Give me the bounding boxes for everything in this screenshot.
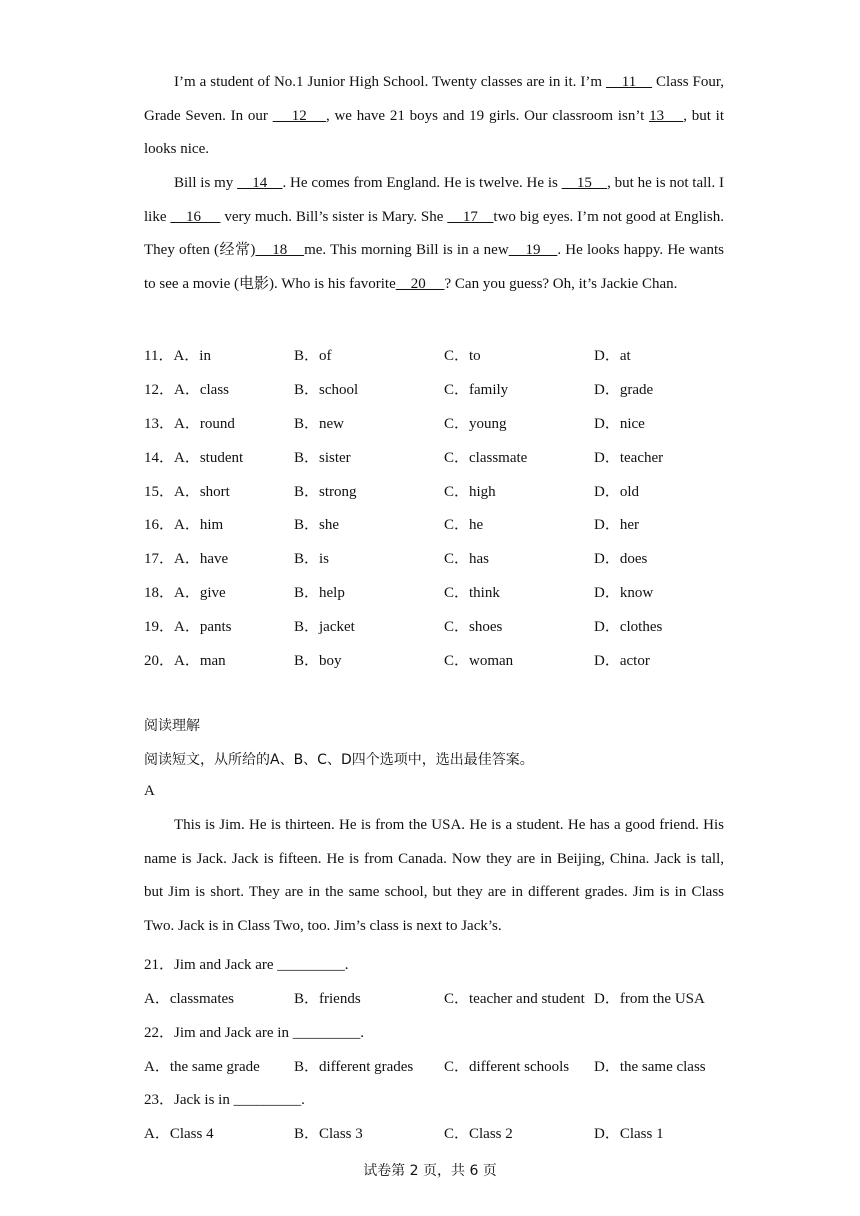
option-a[interactable]: 17．A．have <box>144 551 229 567</box>
question-22-stem: 22．Jim and Jack are in _________. <box>144 1025 364 1041</box>
text: . He looks happy. He wants to see a movie (电影). Who is his favorite <box>144 242 725 293</box>
option-c[interactable]: C．family <box>444 382 509 398</box>
passage-text: This is Jim. He is thirteen. He is from the USA. He is a student. He has a good friend. His name is Jack. Jack is fifteen. He is from Canada. Now they are in Beijing, China. Jack is tall, but Jim is short. They are in the same school, but they are in different grades. Jim is in Class Two. Jack is in Class Two, too. Jim’s class is next to Jack’s. <box>144 817 724 935</box>
text: ? Can you guess? Oh, it’s Jackie Chan. <box>444 276 678 293</box>
option-a[interactable]: 15．A．short <box>144 484 230 500</box>
option-d[interactable]: D．her <box>594 517 639 533</box>
question-row-12 <box>144 378 744 402</box>
cloze-paragraph-1 <box>144 66 724 167</box>
option-c[interactable]: C．woman <box>444 653 514 669</box>
text: I’m a student of No.1 Junior High School. Twenty classes are in it. I’m <box>174 74 606 90</box>
option-d[interactable]: D．grade <box>594 382 654 398</box>
question-23-stem: 23．Jack is in _________. <box>144 1092 305 1108</box>
option-b[interactable]: B．of <box>294 348 332 364</box>
option-d[interactable]: D．from the USA <box>594 991 705 1007</box>
blank-20: 20 <box>395 276 445 293</box>
option-c[interactable]: C．different schools <box>444 1059 570 1075</box>
blank-11: 11 <box>605 74 653 90</box>
passage-label: A <box>144 783 155 799</box>
question-row-19 <box>144 615 744 639</box>
option-c[interactable]: C．shoes <box>444 619 503 635</box>
blank-18: 18 <box>255 242 305 259</box>
option-b[interactable]: B．jacket <box>294 619 355 635</box>
option-c[interactable]: C．think <box>444 585 500 601</box>
option-a[interactable]: A．the same grade <box>144 1059 260 1075</box>
text: Bill is my <box>174 175 238 191</box>
option-d[interactable]: D．Class 1 <box>594 1126 664 1142</box>
question-row-18 <box>144 581 744 605</box>
option-a[interactable]: 11．A．in <box>144 348 211 364</box>
text: very much. Bill’s sister is Mary. She <box>220 208 448 225</box>
reading-passage <box>144 809 724 944</box>
page-footer: 试卷第 2 页，共 6 页 <box>363 1163 497 1179</box>
question-21-options <box>144 987 744 1011</box>
option-b[interactable]: B．boy <box>294 653 342 669</box>
question-23-options <box>144 1122 744 1146</box>
cloze-paragraph-2 <box>144 167 724 302</box>
blank-12: 12 <box>272 107 326 124</box>
text: me. This morning Bill is in a new <box>304 242 509 259</box>
option-c[interactable]: C．has <box>444 551 490 567</box>
option-a[interactable]: A．Class 4 <box>144 1126 214 1142</box>
option-b[interactable]: B．new <box>294 416 344 432</box>
option-c[interactable]: C．high <box>444 484 496 500</box>
option-d[interactable]: D．old <box>594 484 640 500</box>
option-a[interactable]: 16．A．him <box>144 517 224 533</box>
question-22-options <box>144 1055 744 1079</box>
option-d[interactable]: D．nice <box>594 416 645 432</box>
option-b[interactable]: B．help <box>294 585 345 601</box>
blank-14: 14 <box>237 175 283 191</box>
question-row-13 <box>144 412 744 436</box>
option-d[interactable]: D．at <box>594 348 631 364</box>
section-instruction: 阅读短文，从所给的A、B、C、D四个选项中，选出最佳答案。 <box>144 752 534 768</box>
question-row-14 <box>144 446 744 470</box>
option-b[interactable]: B．strong <box>294 484 357 500</box>
option-c[interactable]: C．teacher and student <box>444 991 585 1007</box>
option-d[interactable]: D．actor <box>594 653 650 669</box>
option-b[interactable]: B．different grades <box>294 1059 414 1075</box>
option-a[interactable]: 14．A．student <box>144 450 244 466</box>
blank-19: 19 <box>508 242 558 259</box>
text: , we have 21 boys and 19 girls. Our classroom isn’t <box>325 107 650 124</box>
blank-17: 17 <box>447 208 494 225</box>
option-c[interactable]: C．classmate <box>444 450 528 466</box>
question-21-stem: 21．Jim and Jack are _________. <box>144 957 349 973</box>
question-row-15 <box>144 480 744 504</box>
option-a[interactable]: 18．A．give <box>144 585 226 601</box>
option-d[interactable]: D．teacher <box>594 450 664 466</box>
option-c[interactable]: C．to <box>444 348 481 364</box>
blank-13: 13 <box>649 107 684 124</box>
option-d[interactable]: D．does <box>594 551 648 567</box>
blank-15: 15 <box>561 175 608 191</box>
question-row-17 <box>144 547 744 571</box>
section-title: 阅读理解 <box>144 718 200 734</box>
option-a[interactable]: 13．A．round <box>144 416 235 432</box>
option-a[interactable]: 12．A．class <box>144 382 229 398</box>
question-row-11 <box>144 344 744 368</box>
text: . He comes from England. He is twelve. He is <box>282 175 562 191</box>
text: , but he is not tall. I like <box>144 175 725 225</box>
option-b[interactable]: B．friends <box>294 991 361 1007</box>
option-c[interactable]: C．young <box>444 416 507 432</box>
text: two big eyes. I’m not good at English. They often (经常) <box>144 208 724 259</box>
option-c[interactable]: C．he <box>444 517 484 533</box>
option-c[interactable]: C．Class 2 <box>444 1126 513 1142</box>
question-row-16 <box>144 513 744 537</box>
text: Class Four, Grade Seven. In our <box>144 74 724 124</box>
option-b[interactable]: B．she <box>294 517 340 533</box>
option-d[interactable]: D．the same class <box>594 1059 706 1075</box>
text: , but it looks nice. <box>144 107 725 158</box>
option-a[interactable]: 20．A．man <box>144 653 226 669</box>
option-a[interactable]: 19．A．pants <box>144 619 232 635</box>
option-b[interactable]: B．school <box>294 382 359 398</box>
option-a[interactable]: A．classmates <box>144 991 234 1007</box>
option-d[interactable]: D．know <box>594 585 654 601</box>
option-b[interactable]: B．is <box>294 551 330 567</box>
question-row-20 <box>144 649 744 673</box>
option-d[interactable]: D．clothes <box>594 619 663 635</box>
option-b[interactable]: B．Class 3 <box>294 1126 363 1142</box>
blank-16: 16 <box>170 208 221 225</box>
option-b[interactable]: B．sister <box>294 450 351 466</box>
